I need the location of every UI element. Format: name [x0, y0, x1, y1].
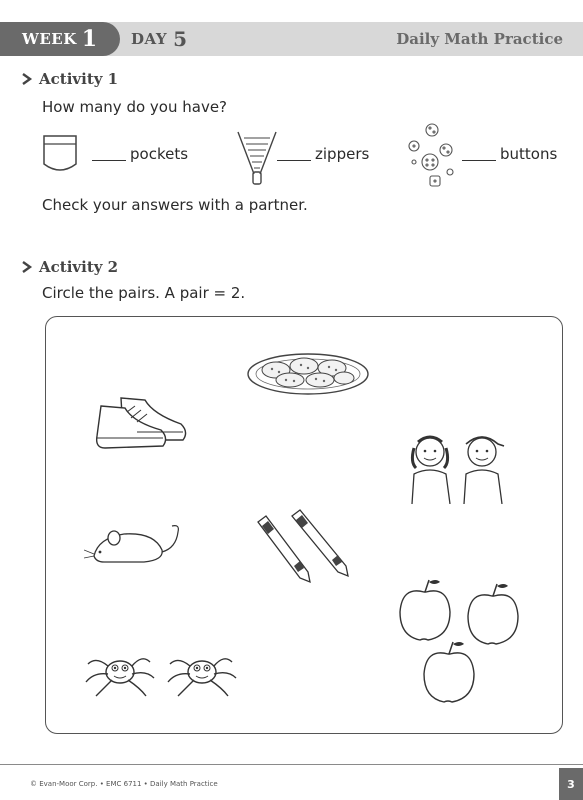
week-label: WEEK — [22, 30, 77, 48]
page-number: 3 — [559, 768, 583, 800]
activity-2-instruction: Circle the pairs. A pair = 2. — [42, 284, 246, 302]
day-number: 5 — [173, 27, 188, 51]
two-spiders-picture[interactable] — [84, 646, 248, 698]
day-label: DAY — [131, 30, 168, 48]
mouse-picture[interactable] — [84, 522, 184, 566]
pockets-label: pockets — [130, 145, 189, 163]
zipper-icon — [236, 130, 278, 186]
activity-1-follow-up: Check your answers with a partner. — [42, 196, 308, 214]
zippers-label: zippers — [315, 145, 370, 163]
day-block — [131, 22, 187, 56]
two-children-picture[interactable] — [404, 428, 512, 504]
activity-1-title — [20, 70, 118, 88]
buttons-item — [462, 145, 557, 163]
footer-credit: © Evan-Moor Corp. • EMC 6711 • Daily Math Practice — [30, 780, 218, 788]
pockets-answer-blank[interactable] — [92, 148, 126, 161]
activity-1-question: How many do you have? — [42, 98, 228, 116]
series-title: Daily Math Practice — [396, 30, 563, 48]
buttons-answer-blank[interactable] — [462, 148, 496, 161]
week-tab — [0, 22, 120, 56]
buttons-label: buttons — [500, 145, 558, 163]
plate-of-cookies-picture[interactable] — [246, 350, 370, 398]
activity-1-title-text: Activity 1 — [39, 70, 119, 88]
pockets-item — [92, 145, 188, 163]
two-crayons-picture[interactable] — [254, 508, 354, 584]
buttons-icon — [404, 122, 460, 192]
three-apples-picture[interactable] — [396, 578, 526, 712]
activity-2-title — [20, 258, 118, 276]
chevron-right-icon — [20, 72, 34, 86]
footer-divider — [0, 764, 583, 765]
pocket-icon — [42, 134, 78, 178]
pair-of-shoes-picture[interactable] — [93, 392, 189, 452]
week-number: 1 — [81, 26, 98, 52]
zippers-item — [277, 145, 369, 163]
zippers-answer-blank[interactable] — [277, 148, 311, 161]
chevron-right-icon — [20, 260, 34, 274]
activity-2-title-text: Activity 2 — [39, 258, 119, 276]
